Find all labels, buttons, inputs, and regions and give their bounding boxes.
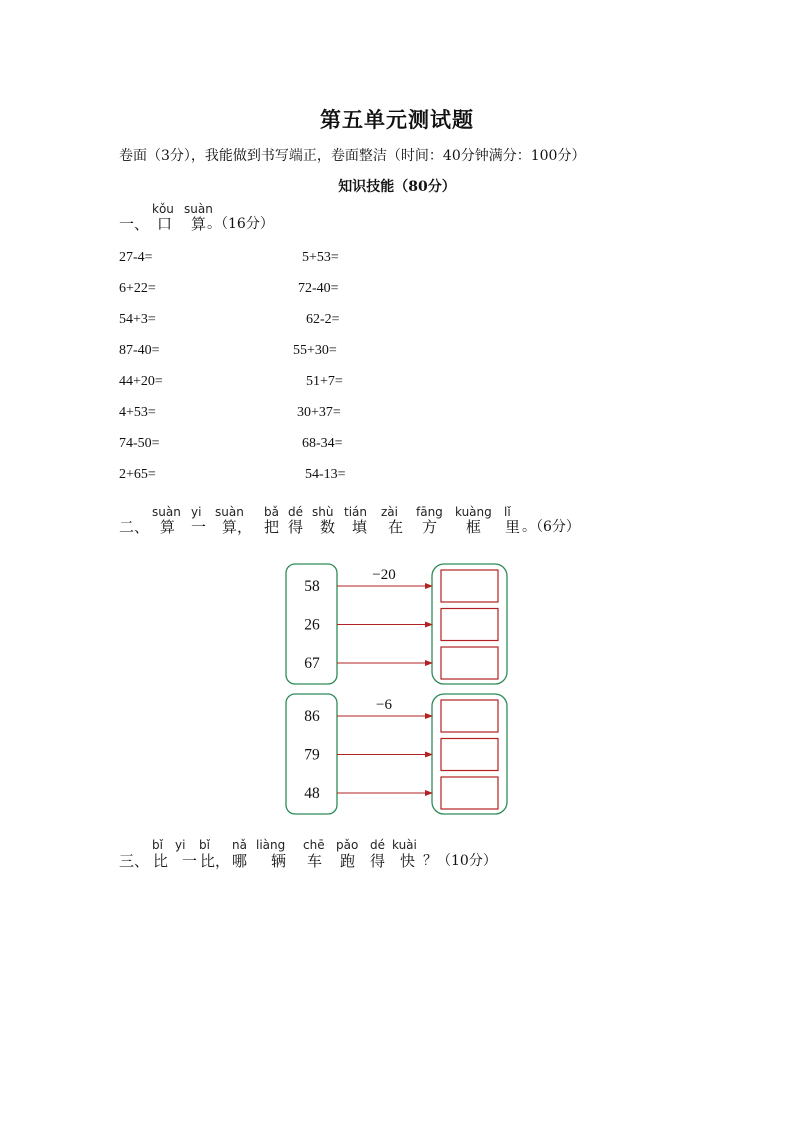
question-1-number: 一、 [119, 215, 150, 233]
q2-char-4: 把 [264, 518, 280, 536]
problem-left-3: 54+3= [119, 312, 156, 327]
q3-char-2: 一 [182, 852, 198, 870]
q3-pinyin-3: bǐ [199, 838, 210, 852]
input-number-2-3: 48 [304, 785, 320, 802]
q3-pinyin-5: liàng [256, 838, 286, 852]
q2-char-3: 算， [222, 518, 253, 536]
q3-char-1: 比 [153, 852, 169, 870]
q2-pinyin-8: zài [381, 505, 398, 519]
page-title: 第五单元测试题 [320, 107, 474, 132]
q3-score: ？（10分） [423, 853, 497, 869]
q2-pinyin-1: suàn [152, 505, 181, 519]
q2-pinyin-4: bǎ [264, 505, 279, 519]
section-heading: 知识技能（80分） [338, 179, 456, 195]
q3-char-4: 哪 [232, 852, 248, 870]
problem-right-1: 5+53= [302, 250, 339, 265]
problem-left-7: 74-50= [119, 436, 160, 451]
answer-frame-1 [432, 564, 507, 684]
input-number-2-2: 79 [304, 746, 320, 764]
answer-frame-2 [432, 694, 507, 814]
subtraction-diagram [280, 560, 516, 820]
q2-char-10: 框 [466, 518, 482, 536]
q3-char-7: 跑 [340, 852, 356, 870]
problem-right-6: 30+37= [297, 405, 341, 420]
q2-char-8: 在 [388, 518, 404, 536]
q3-char-8: 得 [370, 852, 386, 870]
answer-box-2-2 [441, 739, 498, 771]
q3-pinyin-4: nǎ [232, 838, 247, 852]
q2-char-1: 算 [160, 518, 176, 536]
answer-box-1-3 [441, 647, 498, 679]
q3-pinyin-9: kuài [392, 838, 417, 852]
q3-char-5: 辆 [271, 852, 287, 870]
q3-char-6: 车 [307, 852, 323, 870]
q1-char-1: 口 [157, 215, 173, 233]
problem-left-8: 2+65= [119, 467, 156, 482]
input-number-1-2: 26 [304, 616, 320, 634]
problem-left-5: 44+20= [119, 374, 163, 389]
q3-char-9: 快 [400, 852, 416, 870]
q3-pinyin-6: chē [303, 838, 325, 852]
q2-pinyin-7: tián [344, 505, 367, 519]
answer-box-1-2 [441, 609, 498, 641]
input-number-1-1: 58 [304, 578, 320, 595]
exam-info: 卷面（3分），我能做到书写端正，卷面整洁（时间：40分钟满分：100分） [119, 148, 586, 164]
problem-left-1: 27-4= [119, 250, 153, 265]
input-number-1-3: 67 [304, 655, 320, 672]
q2-pinyin-5: dé [288, 505, 303, 519]
q2-pinyin-9: fāng [416, 505, 443, 519]
answer-box-2-1 [441, 700, 498, 732]
q2-pinyin-6: shù [312, 505, 334, 519]
problem-left-2: 6+22= [119, 281, 156, 296]
problem-right-3: 62-2= [306, 312, 340, 327]
answer-box-1-1 [441, 570, 498, 602]
answer-box-2-3 [441, 777, 498, 809]
problem-right-7: 68-34= [302, 436, 343, 451]
q2-pinyin-10: kuàng [455, 505, 492, 519]
q3-pinyin-7: pǎo [336, 838, 359, 852]
q2-char-9: 方 [422, 518, 438, 536]
operation-label-1: −20 [372, 567, 396, 583]
q3-pinyin-8: dé [370, 838, 385, 852]
problem-right-2: 72-40= [298, 281, 339, 296]
q2-char-2: 一 [191, 518, 207, 536]
q1-pinyin-2: suàn [184, 202, 213, 216]
q2-char-7: 填 [352, 518, 368, 536]
q2-pinyin-3: suàn [215, 505, 244, 519]
input-number-2-1: 86 [304, 708, 320, 725]
q2-char-5: 得 [288, 518, 304, 536]
problem-left-4: 87-40= [119, 343, 160, 358]
problem-right-4: 55+30= [293, 343, 337, 358]
problem-left-6: 4+53= [119, 405, 156, 420]
q2-pinyin-2: yi [191, 505, 202, 519]
question-2-number: 二、 [119, 518, 150, 536]
problem-right-5: 51+7= [306, 374, 343, 389]
q2-pinyin-11: lǐ [504, 505, 511, 519]
q2-score: 。（6分） [522, 519, 580, 535]
q1-char-2: 算 [191, 215, 207, 233]
q3-pinyin-2: yi [175, 838, 186, 852]
q1-score: 。（16分） [207, 216, 274, 232]
q2-char-6: 数 [320, 518, 336, 536]
q2-char-11: 里 [505, 518, 521, 536]
q3-pinyin-1: bǐ [152, 838, 163, 852]
problem-right-8: 54-13= [305, 467, 346, 482]
operation-label-2: −6 [376, 697, 392, 713]
question-3-number: 三、 [119, 852, 150, 870]
q1-pinyin-1: kǒu [152, 202, 174, 216]
q3-char-3: 比， [200, 852, 231, 870]
